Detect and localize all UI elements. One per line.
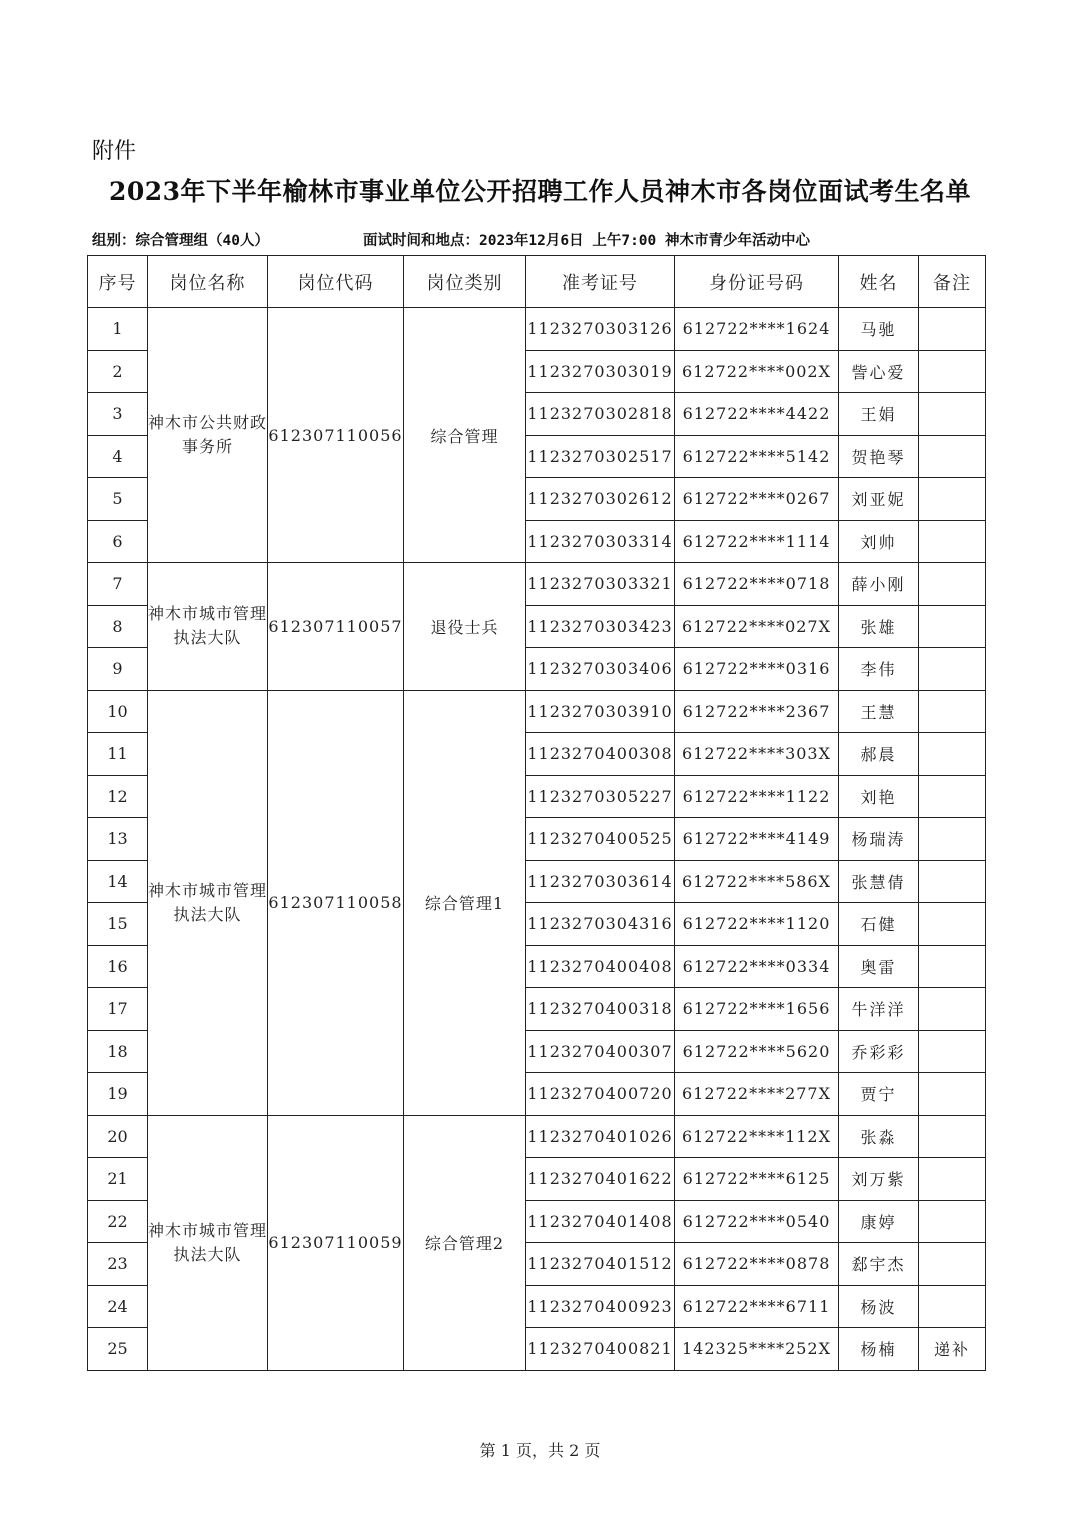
cell-id-no: 612722****0316 bbox=[675, 648, 839, 691]
cell-note bbox=[919, 818, 986, 861]
cell-seq: 5 bbox=[88, 478, 148, 521]
cell-seq: 18 bbox=[88, 1030, 148, 1073]
cell-position-code: 612307110057 bbox=[268, 563, 404, 691]
cell-position-name: 神木市公共财政事务所 bbox=[148, 308, 268, 563]
cell-exam-no: 1123270401512 bbox=[526, 1243, 675, 1286]
cell-note bbox=[919, 1285, 986, 1328]
cell-seq: 22 bbox=[88, 1200, 148, 1243]
cell-exam-no: 1123270303406 bbox=[526, 648, 675, 691]
cell-note bbox=[919, 1115, 986, 1158]
cell-exam-no: 1123270400318 bbox=[526, 988, 675, 1031]
cell-id-no: 612722****027X bbox=[675, 605, 839, 648]
cell-id-no: 612722****112X bbox=[675, 1115, 839, 1158]
cell-note bbox=[919, 350, 986, 393]
cell-exam-no: 1123270400720 bbox=[526, 1073, 675, 1116]
cell-name: 马驰 bbox=[839, 308, 919, 351]
cell-exam-no: 1123270400308 bbox=[526, 733, 675, 776]
cell-seq: 14 bbox=[88, 860, 148, 903]
header-name: 姓名 bbox=[839, 256, 919, 308]
cell-seq: 17 bbox=[88, 988, 148, 1031]
cell-note bbox=[919, 945, 986, 988]
cell-id-no: 612722****002X bbox=[675, 350, 839, 393]
cell-exam-no: 1123270303910 bbox=[526, 690, 675, 733]
table-body bbox=[88, 308, 986, 1371]
cell-note bbox=[919, 435, 986, 478]
cell-seq: 21 bbox=[88, 1158, 148, 1201]
cell-name: 王慧 bbox=[839, 690, 919, 733]
header-id-no: 身份证号码 bbox=[675, 256, 839, 308]
header-position-code: 岗位代码 bbox=[268, 256, 404, 308]
header-category: 岗位类别 bbox=[404, 256, 526, 308]
cell-exam-no: 1123270400307 bbox=[526, 1030, 675, 1073]
cell-name: 贾宁 bbox=[839, 1073, 919, 1116]
header-position-name: 岗位名称 bbox=[148, 256, 268, 308]
cell-id-no: 612722****5620 bbox=[675, 1030, 839, 1073]
cell-name: 郄宇杰 bbox=[839, 1243, 919, 1286]
header-exam-no: 准考证号 bbox=[526, 256, 675, 308]
cell-exam-no: 1123270303321 bbox=[526, 563, 675, 606]
cell-note: 递补 bbox=[919, 1328, 986, 1371]
table-row bbox=[88, 1115, 986, 1158]
cell-category: 综合管理 bbox=[404, 308, 526, 563]
cell-note bbox=[919, 648, 986, 691]
cell-seq: 9 bbox=[88, 648, 148, 691]
cell-id-no: 612722****6125 bbox=[675, 1158, 839, 1201]
cell-exam-no: 1123270302818 bbox=[526, 393, 675, 436]
table-row bbox=[88, 308, 986, 351]
cell-category: 退役士兵 bbox=[404, 563, 526, 691]
cell-name: 王娟 bbox=[839, 393, 919, 436]
cell-seq: 10 bbox=[88, 690, 148, 733]
cell-name: 刘万紫 bbox=[839, 1158, 919, 1201]
cell-seq: 25 bbox=[88, 1328, 148, 1371]
cell-note bbox=[919, 308, 986, 351]
cell-exam-no: 1123270401408 bbox=[526, 1200, 675, 1243]
cell-exam-no: 1123270400923 bbox=[526, 1285, 675, 1328]
cell-note bbox=[919, 1030, 986, 1073]
cell-position-code: 612307110056 bbox=[268, 308, 404, 563]
cell-id-no: 612722****303X bbox=[675, 733, 839, 776]
cell-exam-no: 1123270303126 bbox=[526, 308, 675, 351]
cell-exam-no: 1123270400821 bbox=[526, 1328, 675, 1371]
cell-name: 杨楠 bbox=[839, 1328, 919, 1371]
cell-id-no: 612722****0718 bbox=[675, 563, 839, 606]
table-row bbox=[88, 690, 986, 733]
cell-note bbox=[919, 733, 986, 776]
page-footer: 第 1 页，共 2 页 bbox=[479, 1441, 601, 1460]
table-header-row bbox=[88, 256, 986, 308]
document-title: 2023年下半年榆林市事业单位公开招聘工作人员神木市各岗位面试考生名单 bbox=[108, 177, 972, 206]
cell-name: 张淼 bbox=[839, 1115, 919, 1158]
cell-id-no: 612722****2367 bbox=[675, 690, 839, 733]
cell-name: 奥雷 bbox=[839, 945, 919, 988]
cell-id-no: 612722****0878 bbox=[675, 1243, 839, 1286]
cell-exam-no: 1123270303314 bbox=[526, 520, 675, 563]
cell-name: 訾心爱 bbox=[839, 350, 919, 393]
cell-name: 杨波 bbox=[839, 1285, 919, 1328]
cell-note bbox=[919, 520, 986, 563]
cell-id-no: 612722****0334 bbox=[675, 945, 839, 988]
cell-note bbox=[919, 1200, 986, 1243]
cell-name: 薛小刚 bbox=[839, 563, 919, 606]
cell-note bbox=[919, 1243, 986, 1286]
cell-note bbox=[919, 1073, 986, 1116]
cell-id-no: 612722****0540 bbox=[675, 1200, 839, 1243]
cell-note bbox=[919, 775, 986, 818]
cell-note bbox=[919, 563, 986, 606]
cell-seq: 4 bbox=[88, 435, 148, 478]
cell-name: 贺艳琴 bbox=[839, 435, 919, 478]
cell-seq: 11 bbox=[88, 733, 148, 776]
cell-exam-no: 1123270303019 bbox=[526, 350, 675, 393]
cell-exam-no: 1123270303423 bbox=[526, 605, 675, 648]
cell-exam-no: 1123270400525 bbox=[526, 818, 675, 861]
cell-exam-no: 1123270304316 bbox=[526, 903, 675, 946]
cell-id-no: 612722****586X bbox=[675, 860, 839, 903]
group-info: 组别：综合管理组（40人） bbox=[92, 233, 269, 249]
cell-note bbox=[919, 690, 986, 733]
cell-name: 石健 bbox=[839, 903, 919, 946]
cell-exam-no: 1123270400408 bbox=[526, 945, 675, 988]
cell-id-no: 612722****0267 bbox=[675, 478, 839, 521]
cell-seq: 6 bbox=[88, 520, 148, 563]
cell-name: 张慧倩 bbox=[839, 860, 919, 903]
cell-exam-no: 1123270401026 bbox=[526, 1115, 675, 1158]
cell-id-no: 612722****6711 bbox=[675, 1285, 839, 1328]
header-note: 备注 bbox=[919, 256, 986, 308]
table-row bbox=[88, 563, 986, 606]
cell-note bbox=[919, 393, 986, 436]
cell-exam-no: 1123270305227 bbox=[526, 775, 675, 818]
cell-id-no: 612722****1114 bbox=[675, 520, 839, 563]
cell-note bbox=[919, 605, 986, 648]
cell-id-no: 612722****5142 bbox=[675, 435, 839, 478]
cell-seq: 15 bbox=[88, 903, 148, 946]
cell-exam-no: 1123270302612 bbox=[526, 478, 675, 521]
header-seq: 序号 bbox=[88, 256, 148, 308]
cell-seq: 20 bbox=[88, 1115, 148, 1158]
cell-seq: 1 bbox=[88, 308, 148, 351]
cell-seq: 13 bbox=[88, 818, 148, 861]
cell-position-code: 612307110059 bbox=[268, 1115, 404, 1370]
cell-exam-no: 1123270401622 bbox=[526, 1158, 675, 1201]
cell-note bbox=[919, 1158, 986, 1201]
cell-note bbox=[919, 478, 986, 521]
cell-position-name: 神木市城市管理执法大队 bbox=[148, 1115, 268, 1370]
cell-name: 郝晨 bbox=[839, 733, 919, 776]
cell-category: 综合管理1 bbox=[404, 690, 526, 1115]
interview-time-place: 面试时间和地点：2023年12月6日 上午7:00 神木市青少年活动中心 bbox=[363, 233, 810, 249]
cell-note bbox=[919, 903, 986, 946]
cell-position-code: 612307110058 bbox=[268, 690, 404, 1115]
cell-name: 刘帅 bbox=[839, 520, 919, 563]
attachment-label: 附件 bbox=[92, 139, 137, 164]
cell-exam-no: 1123270302517 bbox=[526, 435, 675, 478]
cell-id-no: 142325****252X bbox=[675, 1328, 839, 1371]
cell-id-no: 612722****4149 bbox=[675, 818, 839, 861]
cell-id-no: 612722****277X bbox=[675, 1073, 839, 1116]
cell-name: 康婷 bbox=[839, 1200, 919, 1243]
candidate-table bbox=[87, 255, 986, 1371]
cell-seq: 2 bbox=[88, 350, 148, 393]
cell-seq: 16 bbox=[88, 945, 148, 988]
cell-seq: 24 bbox=[88, 1285, 148, 1328]
cell-seq: 8 bbox=[88, 605, 148, 648]
cell-seq: 3 bbox=[88, 393, 148, 436]
cell-seq: 12 bbox=[88, 775, 148, 818]
cell-name: 乔彩彩 bbox=[839, 1030, 919, 1073]
cell-id-no: 612722****1624 bbox=[675, 308, 839, 351]
cell-id-no: 612722****1120 bbox=[675, 903, 839, 946]
cell-category: 综合管理2 bbox=[404, 1115, 526, 1370]
cell-note bbox=[919, 988, 986, 1031]
cell-name: 杨瑞涛 bbox=[839, 818, 919, 861]
cell-name: 刘亚妮 bbox=[839, 478, 919, 521]
cell-name: 张雄 bbox=[839, 605, 919, 648]
cell-id-no: 612722****1122 bbox=[675, 775, 839, 818]
cell-name: 牛洋洋 bbox=[839, 988, 919, 1031]
cell-position-name: 神木市城市管理执法大队 bbox=[148, 563, 268, 691]
cell-note bbox=[919, 860, 986, 903]
cell-exam-no: 1123270303614 bbox=[526, 860, 675, 903]
cell-id-no: 612722****4422 bbox=[675, 393, 839, 436]
cell-name: 刘艳 bbox=[839, 775, 919, 818]
cell-seq: 23 bbox=[88, 1243, 148, 1286]
cell-seq: 19 bbox=[88, 1073, 148, 1116]
cell-name: 李伟 bbox=[839, 648, 919, 691]
cell-seq: 7 bbox=[88, 563, 148, 606]
cell-id-no: 612722****1656 bbox=[675, 988, 839, 1031]
cell-position-name: 神木市城市管理执法大队 bbox=[148, 690, 268, 1115]
